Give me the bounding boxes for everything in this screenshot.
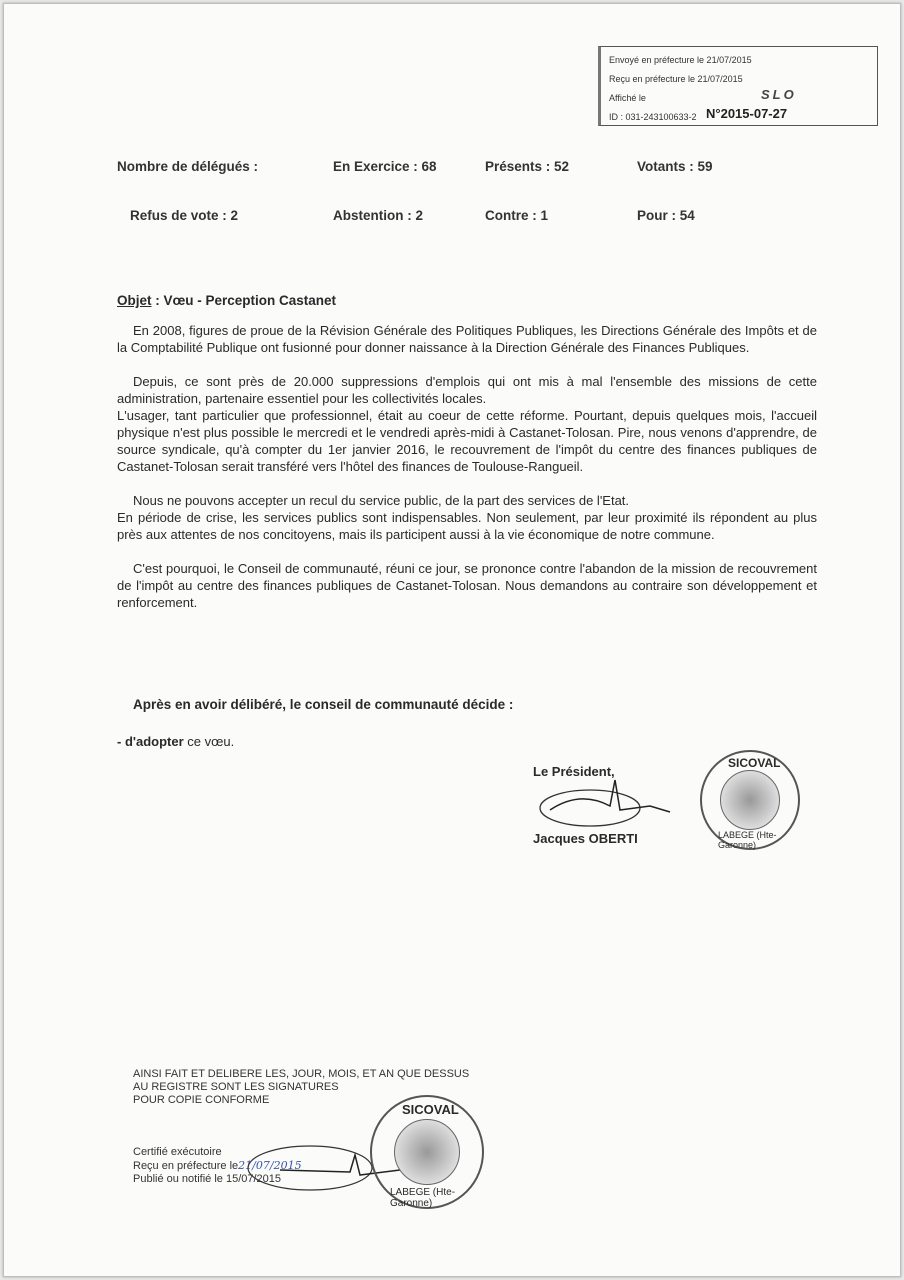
delegates-label: Nombre de délégués : [117, 159, 259, 174]
received-date-handwritten: 21/07/2015 [238, 1159, 302, 1172]
sicoval-seal [700, 750, 800, 850]
seal-bottom-text: LABEGE (Hte-Garonne) [390, 1187, 456, 1209]
subject-text: : Vœu - Perception Castanet [151, 293, 337, 308]
seal-bottom-text: LABEGE (Hte-Garonne) [718, 830, 777, 850]
sent-date: Envoyé en préfecture le 21/07/2015 [609, 55, 752, 65]
decision-rest: ce vœu. [183, 734, 235, 749]
abstention-count: Abstention : 2 [333, 208, 423, 223]
voters-count: Votants : 59 [637, 159, 713, 174]
signatory-name: Jacques OBERTI [533, 831, 638, 846]
decision-item [117, 734, 234, 749]
decision-intro: Après en avoir délibéré, le conseil de communauté décide : [133, 697, 514, 712]
subject-label: Objet [117, 293, 152, 308]
slo-stamp: SLO [761, 87, 797, 102]
in-office-count: En Exercice : 68 [333, 159, 437, 174]
paragraph-3: L'usager, tant particulier que professionnel, était au coeur de cette réforme. Pourtant, depuis quelques mois, l'accueil physique n'est plus possible le mercredi et le vendredi après-midi à Castanet-Tolosan. Pire, nous venons d'apprendre, de source syndicale, qu'à compter du 1er janvier 2016, le recouvrement de l'impôt du centre des finances publiques de Castanet-Tolosan serait transféré vers l'hôtel des finances de Toulouse-Rangueil. [117, 408, 817, 474]
refusals-count: Refus de vote : 2 [130, 208, 239, 223]
transmission-box [598, 46, 878, 126]
signatory-title: Le Président, [533, 764, 615, 779]
footer-line-2: AU REGISTRE SONT LES SIGNATURES [133, 1081, 339, 1093]
received-date: Reçu en préfecture le 21/07/2015 [609, 74, 743, 84]
present-count: Présents : 52 [485, 159, 570, 174]
paragraph-2: Depuis, ce sont près de 20.000 suppressions d'emplois qui ont mis à mal l'ensemble des missions de cette administration, partenaire essentiel pour les collectivités locales. [117, 374, 817, 406]
paragraph-1: En 2008, figures de proue de la Révision Générale des Politiques Publiques, les Directions Générale des Impôts et de la Comptabilité Publique ont fusionné pour donner naissance à la Direction Générale des Finances Publiques. [117, 323, 817, 355]
seal-emblem [394, 1119, 460, 1185]
seal-emblem [720, 770, 780, 830]
for-count: Pour : 54 [637, 208, 695, 223]
paragraph-5: En période de crise, les services publics sont indispensables. Non seulement, par leur proximité ils répondent au plus près aux attentes de nos concitoyens, mais ils participent aussi à la vie économique de notre commune. [117, 510, 817, 542]
against-count: Contre : 1 [485, 208, 549, 223]
subject [117, 293, 336, 308]
paragraph-4: Nous ne pouvons accepter un recul du service public, de la part des services de l'Etat. [133, 493, 630, 508]
footer-line-3: POUR COPIE CONFORME [133, 1094, 270, 1106]
decision-verb: - d'adopter [117, 734, 184, 749]
footer-line-1: AINSI FAIT ET DELIBERE LES, JOUR, MOIS, ET AN QUE DESSUS [133, 1068, 470, 1080]
body-text [117, 322, 817, 611]
act-id: ID : 031-243100633-2 [609, 112, 697, 122]
certified-label: Certifié exécutoire [133, 1146, 222, 1158]
seal-top-text: SICOVAL [402, 1102, 459, 1117]
posted-label: Affiché le [609, 93, 646, 103]
president-signature [520, 770, 700, 840]
paragraph-6: C'est pourquoi, le Conseil de communauté, réuni ce jour, se prononce contre l'abandon de la mission de recouvrement de l'impôt au centre des finances publiques de Castanet-Tolosan. Nous demandons au contraire son développement et renforcement. [117, 561, 817, 610]
published-date: Publié ou notifié le 15/07/2015 [133, 1173, 282, 1185]
deliberation-number: N°2015-07-27 [706, 106, 788, 121]
sicoval-seal-footer [370, 1095, 484, 1209]
received-label: Reçu en préfecture le [133, 1160, 239, 1172]
seal-top-text: SICOVAL [728, 756, 781, 770]
